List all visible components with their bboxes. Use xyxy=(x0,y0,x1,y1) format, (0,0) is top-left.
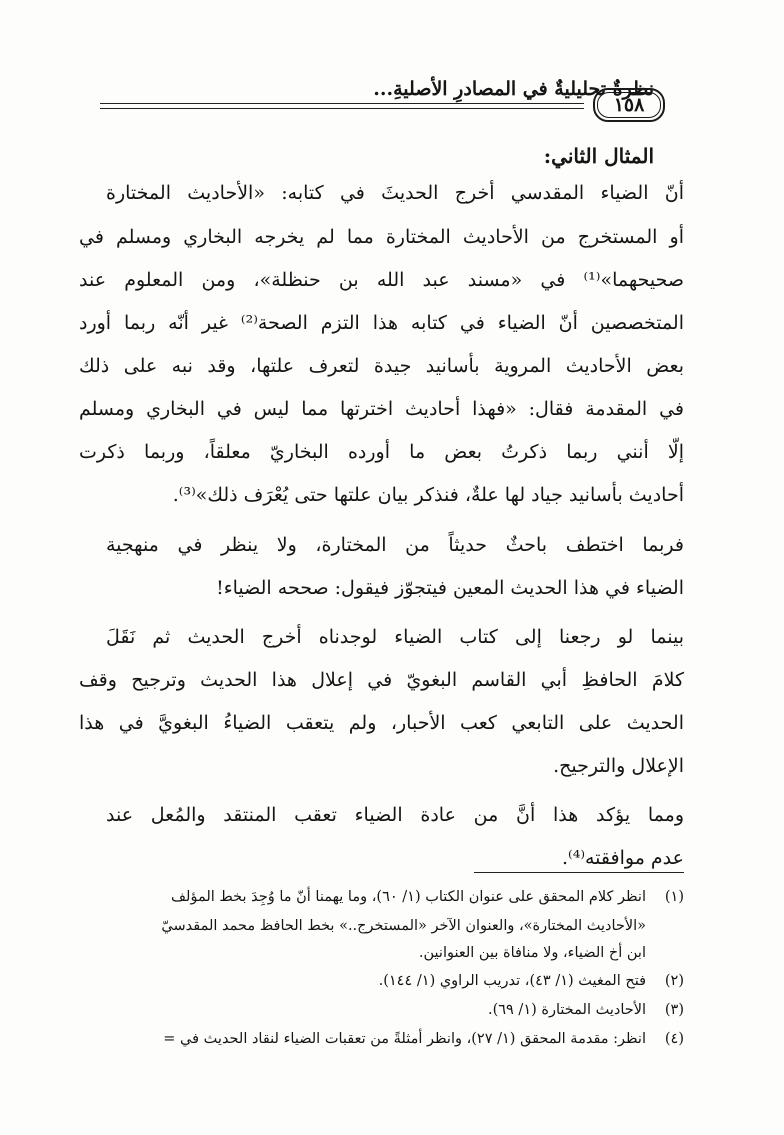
footnote-1-line-2: «الأحاديث المختارة»، والعنوان الآخر «المستخرج..» بخط الحافظ محمد المقدسيّ xyxy=(161,918,646,934)
paragraph-1-line-6: في المقدمة فقال: «فهذا أحاديث اخترتها مما ليس في البخاري ومسلم xyxy=(79,398,684,420)
paragraph-1-line-7: إلّا أنني ربما ذكرتُ بعض ما أورده البخاريّ معلقاً، وربما ذكرت xyxy=(79,441,684,463)
header-rule-left-2 xyxy=(100,108,584,109)
paragraph-1-line-8: أحاديث بأسانيد جياد لها علةٌ، فنذكر بيان علتها حتى يُعْرَف ذلك»⁽³⁾. xyxy=(172,484,684,506)
paragraph-1-line-2: أو المستخرج من الأحاديث المختارة مما لم يخرجه البخاري ومسلم في xyxy=(79,226,684,248)
paragraph-4-line-1: ومما يؤكد هذا أنَّ من عادة الضياء تعقب المنتقد والمُعل عند xyxy=(106,804,684,826)
running-title: نظرةٌ تحليليةٌ في المصادرِ الأصليةِ... xyxy=(373,78,654,100)
footnote-4-text: انظر: مقدمة المحقق (١/ ٢٧)، وانظر أمثلةً من تعقبات الضياء لنقاد الحديث في = xyxy=(163,1031,646,1047)
paragraph-1-line-4: المتخصصين أنّ الضياء في كتابه هذا التزم الصحة⁽²⁾ غير أنّه ربما أورد xyxy=(79,312,685,334)
footnote-3-number: (٣) xyxy=(664,1002,684,1018)
paragraph-3-line-3: الحديث على التابعي كعب الأحبار، ولم يتعقب الضياءُ البغويَّ في هذا xyxy=(79,712,684,734)
paragraph-3-line-4: الإعلال والترجيح. xyxy=(553,755,684,777)
footnote-1-line-3: ابن أخ الضياء، ولا منافاة بين العنوانين. xyxy=(418,945,646,961)
paragraph-2-line-1: فربما اختطف باحثٌ حديثاً من المختارة، ولا ينظر في منهجية xyxy=(106,534,684,556)
footnote-1-line-1: انظر كلام المحقق على عنوان الكتاب (١/ ٦٠)، وما يهمنا أنّ ما وُجِدَ بخط المؤلف xyxy=(171,889,646,905)
paragraph-1-line-5: بعض الأحاديث المروية بأسانيد جيدة لتعرف علتها، وقد نبه على ذلك xyxy=(79,355,684,377)
header-rule-left-1 xyxy=(100,103,584,104)
footnote-2-text: فتح المغيث (١/ ٤٣)، تدريب الراوي (١/ ١٤٤). xyxy=(378,973,646,989)
footnote-1-number: (١) xyxy=(664,889,684,905)
footnote-3-text: الأحاديث المختارة (١/ ٦٩). xyxy=(487,1002,646,1018)
page-number: ١٥٨ xyxy=(593,88,665,122)
paragraph-3-line-2: كلامَ الحافظِ أبي القاسم البغويّ في إعلال هذا الحديث وترجيح وقف xyxy=(79,669,684,691)
paragraph-3-line-1: بينما لو رجعنا إلى كتاب الضياء لوجدناه أخرج الحديث ثم نَقَلَ xyxy=(106,626,684,648)
paragraph-2-line-2: الضياء في هذا الحديث المعين فيتجوّز فيقول: صححه الضياء! xyxy=(216,577,684,599)
footnote-separator xyxy=(474,872,684,873)
footnote-4-number: (٤) xyxy=(664,1031,684,1047)
paragraph-1-line-3: صحيحهما»⁽¹⁾ في «مسند عبد الله بن حنظلة»، ومن المعلوم عند xyxy=(79,269,684,291)
paragraph-1-line-1: أنّ الضياء المقدسي أخرج الحديثَ في كتابه: «الأحاديث المختارة xyxy=(106,182,684,204)
paragraph-4-line-2: عدم موافقته⁽⁴⁾. xyxy=(561,847,684,869)
footnote-2-number: (٢) xyxy=(664,973,684,989)
section-heading: المثال الثاني: xyxy=(543,144,654,168)
